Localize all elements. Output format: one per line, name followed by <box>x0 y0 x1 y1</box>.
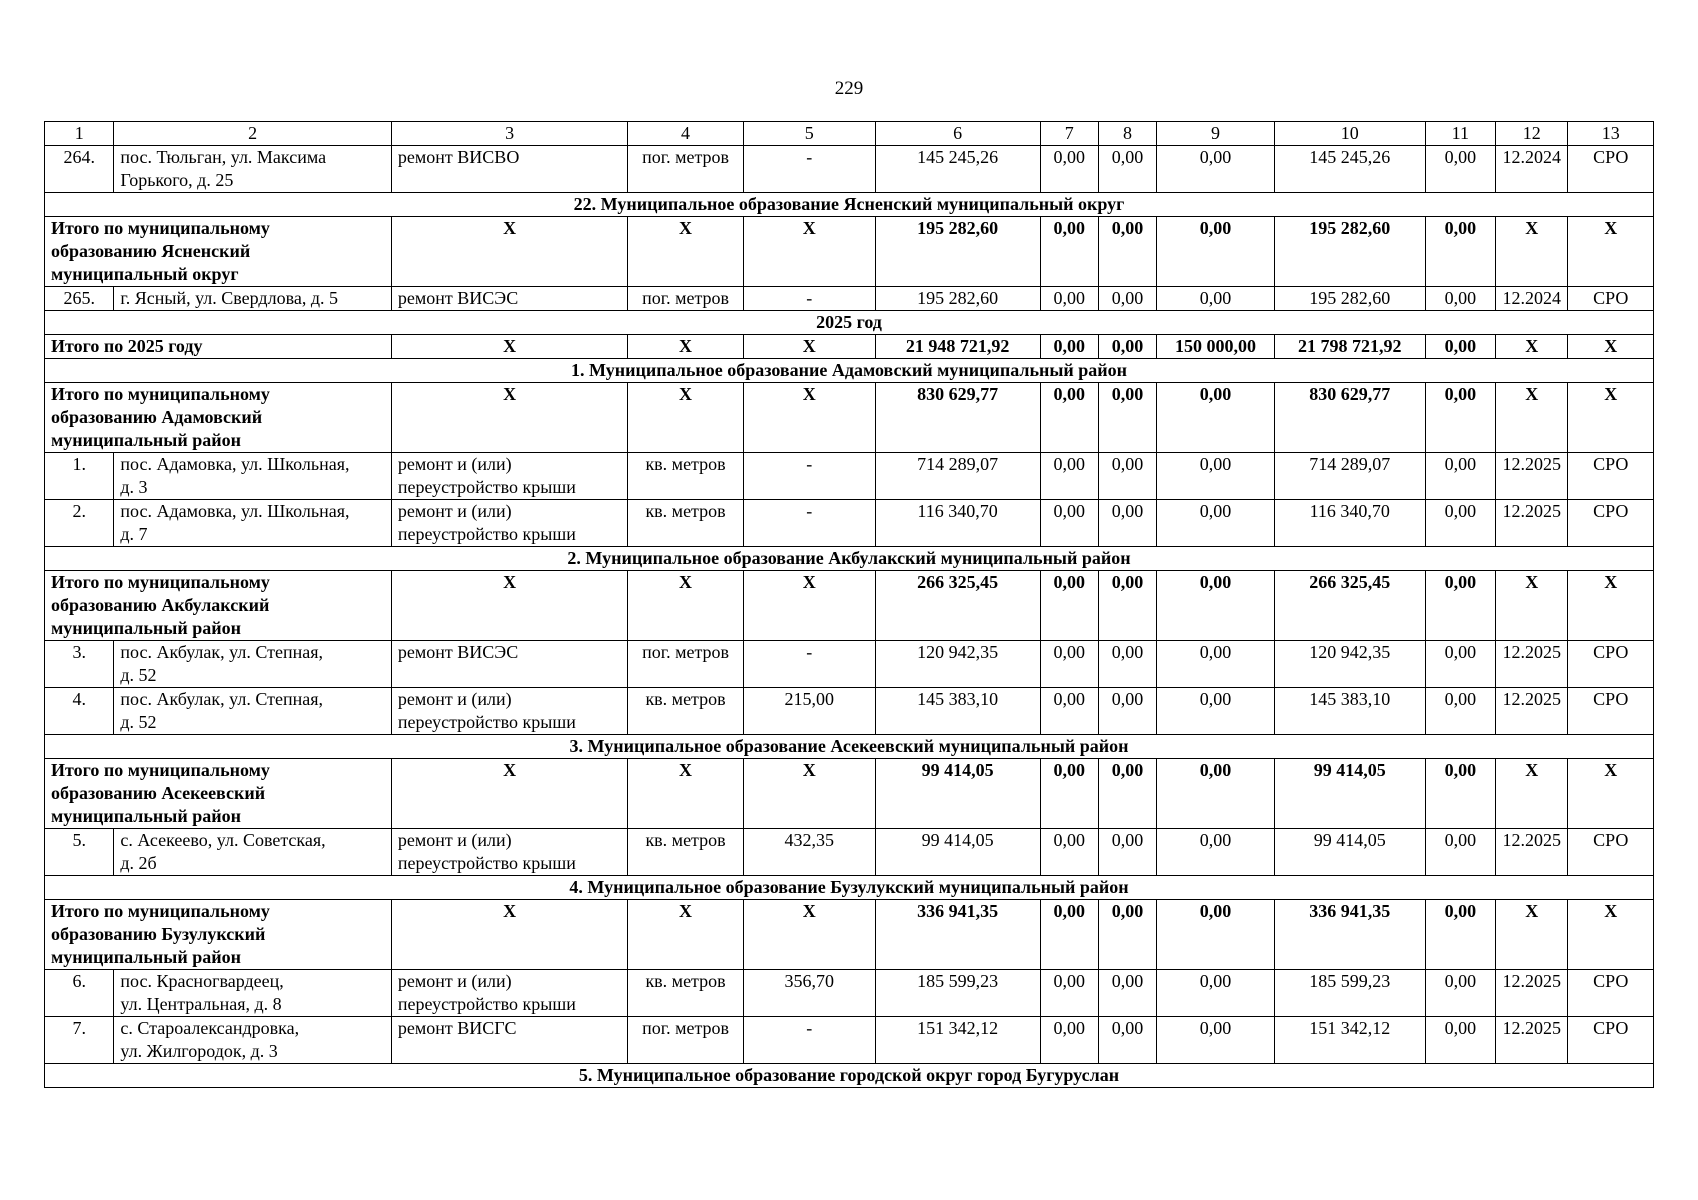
value-cell-c7: 0,00 <box>1040 383 1098 453</box>
value-cell-c7: 0,00 <box>1040 571 1098 641</box>
work-type-line: переустройство крыши <box>397 853 576 873</box>
value-cell-c9: 0,00 <box>1157 970 1275 1017</box>
value-cell-c8: 0,00 <box>1098 383 1156 453</box>
subtotal-label-line: муниципальный округ <box>51 264 239 284</box>
column-number-row <box>45 122 1654 146</box>
work-type-line: ремонт и (или) <box>397 971 512 991</box>
value-cell-c9: 0,00 <box>1157 146 1275 193</box>
address-line: д. 3 <box>120 477 148 497</box>
value-cell-c13: СРО <box>1568 688 1654 735</box>
value-cell-c6: 99 414,05 <box>875 759 1040 829</box>
work-type-line: переустройство крыши <box>397 477 576 497</box>
value-cell-c7: 0,00 <box>1040 688 1098 735</box>
value-cell-c13: X <box>1568 217 1654 287</box>
table-row <box>45 453 1654 500</box>
work-type-cell <box>391 688 627 735</box>
value-cell-c9: 0,00 <box>1157 287 1275 311</box>
work-type-line: ремонт ВИСЭС <box>397 288 519 308</box>
value-cell-c6: 195 282,60 <box>875 217 1040 287</box>
row-number: 6. <box>45 970 114 1017</box>
unit-cell: кв. метров <box>628 829 744 876</box>
value-cell-c8: 0,00 <box>1098 829 1156 876</box>
work-type-cell <box>391 1017 627 1064</box>
column-number: 4 <box>628 122 744 146</box>
value-cell-c9: 0,00 <box>1157 453 1275 500</box>
value-cell-c13: X <box>1568 759 1654 829</box>
value-cell-c13: СРО <box>1568 970 1654 1017</box>
section-heading: 3. Муниципальное образование Асекеевский муниципальный район <box>45 735 1654 759</box>
column-number: 9 <box>1157 122 1275 146</box>
column-number: 7 <box>1040 122 1098 146</box>
address-line: г. Ясный, ул. Свердлова, д. 5 <box>120 288 338 308</box>
work-type-cell: X <box>391 571 627 641</box>
value-cell-c10: 266 325,45 <box>1274 571 1425 641</box>
quantity-cell: 356,70 <box>743 970 875 1017</box>
unit-cell: X <box>628 335 744 359</box>
work-type-cell: X <box>391 335 627 359</box>
work-type-line: переустройство крыши <box>397 994 576 1014</box>
unit-cell: пог. метров <box>628 287 744 311</box>
quantity-cell: X <box>743 335 875 359</box>
unit-cell: кв. метров <box>628 500 744 547</box>
value-cell-c11: 0,00 <box>1425 688 1495 735</box>
table-row <box>45 970 1654 1017</box>
value-cell-c11: 0,00 <box>1425 970 1495 1017</box>
value-cell-c10: 830 629,77 <box>1274 383 1425 453</box>
work-type-cell <box>391 500 627 547</box>
table-row <box>45 829 1654 876</box>
subtotal-label-line: муниципальный район <box>51 806 241 826</box>
quantity-cell: X <box>743 571 875 641</box>
address-cell <box>114 641 392 688</box>
subtotal-label-line: Итого по муниципальному <box>51 384 270 404</box>
table-row <box>45 688 1654 735</box>
work-type-cell: X <box>391 900 627 970</box>
address-line: пос. Акбулак, ул. Степная, <box>120 689 323 709</box>
value-cell-c11: 0,00 <box>1425 829 1495 876</box>
subtotal-label-line: Итого по муниципальному <box>51 572 270 592</box>
value-cell-c7: 0,00 <box>1040 287 1098 311</box>
column-number: 11 <box>1425 122 1495 146</box>
value-cell-c10: 195 282,60 <box>1274 287 1425 311</box>
quantity-cell: 432,35 <box>743 829 875 876</box>
work-type-line: ремонт и (или) <box>397 501 512 521</box>
value-cell-c12: X <box>1496 759 1568 829</box>
quantity-cell: - <box>743 453 875 500</box>
unit-cell: X <box>628 759 744 829</box>
value-cell-c6: 120 942,35 <box>875 641 1040 688</box>
row-number: 1. <box>45 453 114 500</box>
work-type-line: ремонт ВИСЭС <box>397 642 519 662</box>
value-cell-c9: 0,00 <box>1157 500 1275 547</box>
section-heading-row <box>45 1064 1654 1088</box>
row-number: 265. <box>45 287 114 311</box>
subtotal-label-line: образованию Ясненский <box>51 241 251 261</box>
value-cell-c7: 0,00 <box>1040 453 1098 500</box>
unit-cell: кв. метров <box>628 970 744 1017</box>
address-line: пос. Адамовка, ул. Школьная, <box>120 454 350 474</box>
value-cell-c13: СРО <box>1568 146 1654 193</box>
section-heading-row <box>45 547 1654 571</box>
value-cell-c8: 0,00 <box>1098 641 1156 688</box>
value-cell-c6: 99 414,05 <box>875 829 1040 876</box>
subtotal-label-line: Итого по муниципальному <box>51 760 270 780</box>
value-cell-c10: 336 941,35 <box>1274 900 1425 970</box>
quantity-cell: - <box>743 641 875 688</box>
row-number: 7. <box>45 1017 114 1064</box>
unit-cell: пог. метров <box>628 146 744 193</box>
subtotal-label-line: Итого по 2025 году <box>51 336 203 356</box>
page-number: 229 <box>834 78 864 99</box>
value-cell-c8: 0,00 <box>1098 335 1156 359</box>
value-cell-c7: 0,00 <box>1040 829 1098 876</box>
subtotal-label-line: муниципальный район <box>51 430 241 450</box>
column-number: 5 <box>743 122 875 146</box>
value-cell-c13: СРО <box>1568 829 1654 876</box>
value-cell-c9: 0,00 <box>1157 383 1275 453</box>
subtotal-label <box>45 217 392 287</box>
value-cell-c10: 145 383,10 <box>1274 688 1425 735</box>
section-heading: 22. Муниципальное образование Ясненский муниципальный округ <box>45 193 1654 217</box>
quantity-cell: X <box>743 383 875 453</box>
unit-cell: X <box>628 571 744 641</box>
work-type-line: ремонт и (или) <box>397 454 512 474</box>
work-type-cell <box>391 146 627 193</box>
quantity-cell: X <box>743 900 875 970</box>
column-number: 2 <box>114 122 392 146</box>
value-cell-c13: X <box>1568 571 1654 641</box>
quantity-cell: - <box>743 146 875 193</box>
address-line: с. Асекеево, ул. Советская, <box>120 830 326 850</box>
value-cell-c8: 0,00 <box>1098 970 1156 1017</box>
quantity-cell: - <box>743 500 875 547</box>
unit-cell: X <box>628 900 744 970</box>
value-cell-c7: 0,00 <box>1040 970 1098 1017</box>
value-cell-c11: 0,00 <box>1425 146 1495 193</box>
value-cell-c11: 0,00 <box>1425 287 1495 311</box>
value-cell-c13: X <box>1568 900 1654 970</box>
subtotal-label-line: муниципальный район <box>51 618 241 638</box>
address-line: д. 7 <box>120 524 148 544</box>
value-cell-c10: 185 599,23 <box>1274 970 1425 1017</box>
value-cell-c7: 0,00 <box>1040 759 1098 829</box>
subtotal-label <box>45 335 392 359</box>
address-line: ул. Жилгородок, д. 3 <box>120 1041 278 1061</box>
row-number: 4. <box>45 688 114 735</box>
value-cell-c12: X <box>1496 335 1568 359</box>
row-number: 2. <box>45 500 114 547</box>
value-cell-c11: 0,00 <box>1425 383 1495 453</box>
address-cell <box>114 287 392 311</box>
value-cell-c9: 0,00 <box>1157 759 1275 829</box>
address-line: пос. Тюльган, ул. Максима <box>120 147 327 167</box>
address-line: с. Староалександровка, <box>120 1018 300 1038</box>
work-type-cell: X <box>391 217 627 287</box>
section-heading-row <box>45 193 1654 217</box>
value-cell-c8: 0,00 <box>1098 1017 1156 1064</box>
value-cell-c13: СРО <box>1568 500 1654 547</box>
subtotal-label <box>45 383 392 453</box>
value-cell-c6: 195 282,60 <box>875 287 1040 311</box>
value-cell-c11: 0,00 <box>1425 759 1495 829</box>
work-type-cell: X <box>391 759 627 829</box>
work-type-line: переустройство крыши <box>397 524 576 544</box>
work-type-cell <box>391 453 627 500</box>
section-heading: 2. Муниципальное образование Акбулакский муниципальный район <box>45 547 1654 571</box>
value-cell-c10: 151 342,12 <box>1274 1017 1425 1064</box>
address-cell <box>114 146 392 193</box>
work-type-cell <box>391 287 627 311</box>
subtotal-row <box>45 383 1654 453</box>
section-heading-row <box>45 735 1654 759</box>
value-cell-c13: X <box>1568 335 1654 359</box>
section-heading-row <box>45 311 1654 335</box>
table-row <box>45 287 1654 311</box>
unit-cell: X <box>628 217 744 287</box>
subtotal-label-line: Итого по муниципальному <box>51 901 270 921</box>
capital-repair-table <box>44 121 1654 1088</box>
column-number: 13 <box>1568 122 1654 146</box>
value-cell-c6: 116 340,70 <box>875 500 1040 547</box>
value-cell-c6: 21 948 721,92 <box>875 335 1040 359</box>
value-cell-c6: 151 342,12 <box>875 1017 1040 1064</box>
value-cell-c13: СРО <box>1568 453 1654 500</box>
subtotal-label-line: муниципальный район <box>51 947 241 967</box>
section-heading-row <box>45 359 1654 383</box>
value-cell-c13: СРО <box>1568 287 1654 311</box>
row-number: 264. <box>45 146 114 193</box>
section-heading-row <box>45 876 1654 900</box>
value-cell-c8: 0,00 <box>1098 287 1156 311</box>
value-cell-c7: 0,00 <box>1040 146 1098 193</box>
value-cell-c11: 0,00 <box>1425 900 1495 970</box>
work-type-line: переустройство крыши <box>397 712 576 732</box>
row-number: 3. <box>45 641 114 688</box>
value-cell-c11: 0,00 <box>1425 571 1495 641</box>
work-type-cell <box>391 641 627 688</box>
value-cell-c9: 0,00 <box>1157 688 1275 735</box>
subtotal-label-line: образованию Бузулукский <box>51 924 266 944</box>
value-cell-c7: 0,00 <box>1040 217 1098 287</box>
value-cell-c6: 145 383,10 <box>875 688 1040 735</box>
value-cell-c12: 12.2025 <box>1496 1017 1568 1064</box>
address-cell <box>114 688 392 735</box>
table-row <box>45 500 1654 547</box>
value-cell-c6: 830 629,77 <box>875 383 1040 453</box>
table-row <box>45 1017 1654 1064</box>
address-line: ул. Центральная, д. 8 <box>120 994 282 1014</box>
value-cell-c7: 0,00 <box>1040 641 1098 688</box>
value-cell-c12: 12.2025 <box>1496 970 1568 1017</box>
value-cell-c8: 0,00 <box>1098 217 1156 287</box>
value-cell-c8: 0,00 <box>1098 900 1156 970</box>
column-number: 6 <box>875 122 1040 146</box>
value-cell-c10: 145 245,26 <box>1274 146 1425 193</box>
work-type-line: ремонт ВИСГС <box>397 1018 517 1038</box>
address-cell <box>114 970 392 1017</box>
value-cell-c8: 0,00 <box>1098 500 1156 547</box>
value-cell-c10: 120 942,35 <box>1274 641 1425 688</box>
unit-cell: кв. метров <box>628 453 744 500</box>
subtotal-label-line: образованию Адамовский <box>51 407 263 427</box>
value-cell-c11: 0,00 <box>1425 1017 1495 1064</box>
subtotal-label <box>45 571 392 641</box>
column-number: 12 <box>1496 122 1568 146</box>
value-cell-c9: 0,00 <box>1157 641 1275 688</box>
subtotal-label-line: Итого по муниципальному <box>51 218 270 238</box>
value-cell-c9: 0,00 <box>1157 217 1275 287</box>
subtotal-row <box>45 335 1654 359</box>
value-cell-c9: 0,00 <box>1157 1017 1275 1064</box>
value-cell-c11: 0,00 <box>1425 453 1495 500</box>
value-cell-c9: 0,00 <box>1157 900 1275 970</box>
subtotal-label-line: образованию Асекеевский <box>51 783 266 803</box>
value-cell-c11: 0,00 <box>1425 335 1495 359</box>
subtotal-row <box>45 900 1654 970</box>
value-cell-c10: 116 340,70 <box>1274 500 1425 547</box>
address-line: д. 2б <box>120 853 157 873</box>
value-cell-c10: 714 289,07 <box>1274 453 1425 500</box>
unit-cell: X <box>628 383 744 453</box>
column-number: 3 <box>391 122 627 146</box>
value-cell-c13: X <box>1568 383 1654 453</box>
value-cell-c8: 0,00 <box>1098 453 1156 500</box>
quantity-cell: 215,00 <box>743 688 875 735</box>
quantity-cell: - <box>743 1017 875 1064</box>
value-cell-c6: 266 325,45 <box>875 571 1040 641</box>
unit-cell: кв. метров <box>628 688 744 735</box>
value-cell-c12: X <box>1496 383 1568 453</box>
value-cell-c7: 0,00 <box>1040 900 1098 970</box>
unit-cell: пог. метров <box>628 1017 744 1064</box>
subtotal-label <box>45 759 392 829</box>
address-cell <box>114 453 392 500</box>
value-cell-c10: 99 414,05 <box>1274 759 1425 829</box>
value-cell-c6: 336 941,35 <box>875 900 1040 970</box>
value-cell-c11: 0,00 <box>1425 641 1495 688</box>
value-cell-c12: X <box>1496 900 1568 970</box>
quantity-cell: - <box>743 287 875 311</box>
section-heading: 4. Муниципальное образование Бузулукский муниципальный район <box>45 876 1654 900</box>
value-cell-c7: 0,00 <box>1040 335 1098 359</box>
value-cell-c12: 12.2025 <box>1496 453 1568 500</box>
address-line: пос. Акбулак, ул. Степная, <box>120 642 323 662</box>
address-cell <box>114 829 392 876</box>
column-number: 1 <box>45 122 114 146</box>
value-cell-c7: 0,00 <box>1040 1017 1098 1064</box>
value-cell-c6: 145 245,26 <box>875 146 1040 193</box>
table-row <box>45 146 1654 193</box>
address-line: д. 52 <box>120 712 157 732</box>
address-line: Горького, д. 25 <box>120 170 234 190</box>
section-heading: 2025 год <box>45 311 1654 335</box>
value-cell-c12: X <box>1496 217 1568 287</box>
value-cell-c8: 0,00 <box>1098 571 1156 641</box>
subtotal-row <box>45 571 1654 641</box>
value-cell-c9: 150 000,00 <box>1157 335 1275 359</box>
value-cell-c13: СРО <box>1568 641 1654 688</box>
table-row <box>45 641 1654 688</box>
value-cell-c12: 12.2024 <box>1496 287 1568 311</box>
section-heading: 5. Муниципальное образование городской округ город Бугуруслан <box>45 1064 1654 1088</box>
work-type-cell <box>391 829 627 876</box>
column-number: 10 <box>1274 122 1425 146</box>
value-cell-c13: СРО <box>1568 1017 1654 1064</box>
row-number: 5. <box>45 829 114 876</box>
value-cell-c9: 0,00 <box>1157 829 1275 876</box>
quantity-cell: X <box>743 217 875 287</box>
subtotal-row <box>45 759 1654 829</box>
value-cell-c9: 0,00 <box>1157 571 1275 641</box>
quantity-cell: X <box>743 759 875 829</box>
work-type-line: ремонт и (или) <box>397 689 512 709</box>
value-cell-c11: 0,00 <box>1425 500 1495 547</box>
address-line: пос. Красногвардеец, <box>120 971 284 991</box>
value-cell-c12: 12.2025 <box>1496 829 1568 876</box>
subtotal-row <box>45 217 1654 287</box>
address-line: д. 52 <box>120 665 157 685</box>
value-cell-c12: X <box>1496 571 1568 641</box>
unit-cell: пог. метров <box>628 641 744 688</box>
value-cell-c6: 714 289,07 <box>875 453 1040 500</box>
value-cell-c12: 12.2025 <box>1496 500 1568 547</box>
value-cell-c12: 12.2025 <box>1496 641 1568 688</box>
value-cell-c10: 99 414,05 <box>1274 829 1425 876</box>
work-type-line: ремонт и (или) <box>397 830 512 850</box>
address-cell <box>114 1017 392 1064</box>
value-cell-c12: 12.2024 <box>1496 146 1568 193</box>
value-cell-c8: 0,00 <box>1098 146 1156 193</box>
work-type-line: ремонт ВИСВО <box>397 147 520 167</box>
value-cell-c10: 21 798 721,92 <box>1274 335 1425 359</box>
value-cell-c6: 185 599,23 <box>875 970 1040 1017</box>
value-cell-c11: 0,00 <box>1425 217 1495 287</box>
value-cell-c12: 12.2025 <box>1496 688 1568 735</box>
value-cell-c10: 195 282,60 <box>1274 217 1425 287</box>
subtotal-label-line: образованию Акбулакский <box>51 595 270 615</box>
column-number: 8 <box>1098 122 1156 146</box>
section-heading: 1. Муниципальное образование Адамовский муниципальный район <box>45 359 1654 383</box>
value-cell-c8: 0,00 <box>1098 688 1156 735</box>
value-cell-c7: 0,00 <box>1040 500 1098 547</box>
work-type-cell: X <box>391 383 627 453</box>
address-line: пос. Адамовка, ул. Школьная, <box>120 501 350 521</box>
address-cell <box>114 500 392 547</box>
value-cell-c8: 0,00 <box>1098 759 1156 829</box>
work-type-cell <box>391 970 627 1017</box>
subtotal-label <box>45 900 392 970</box>
